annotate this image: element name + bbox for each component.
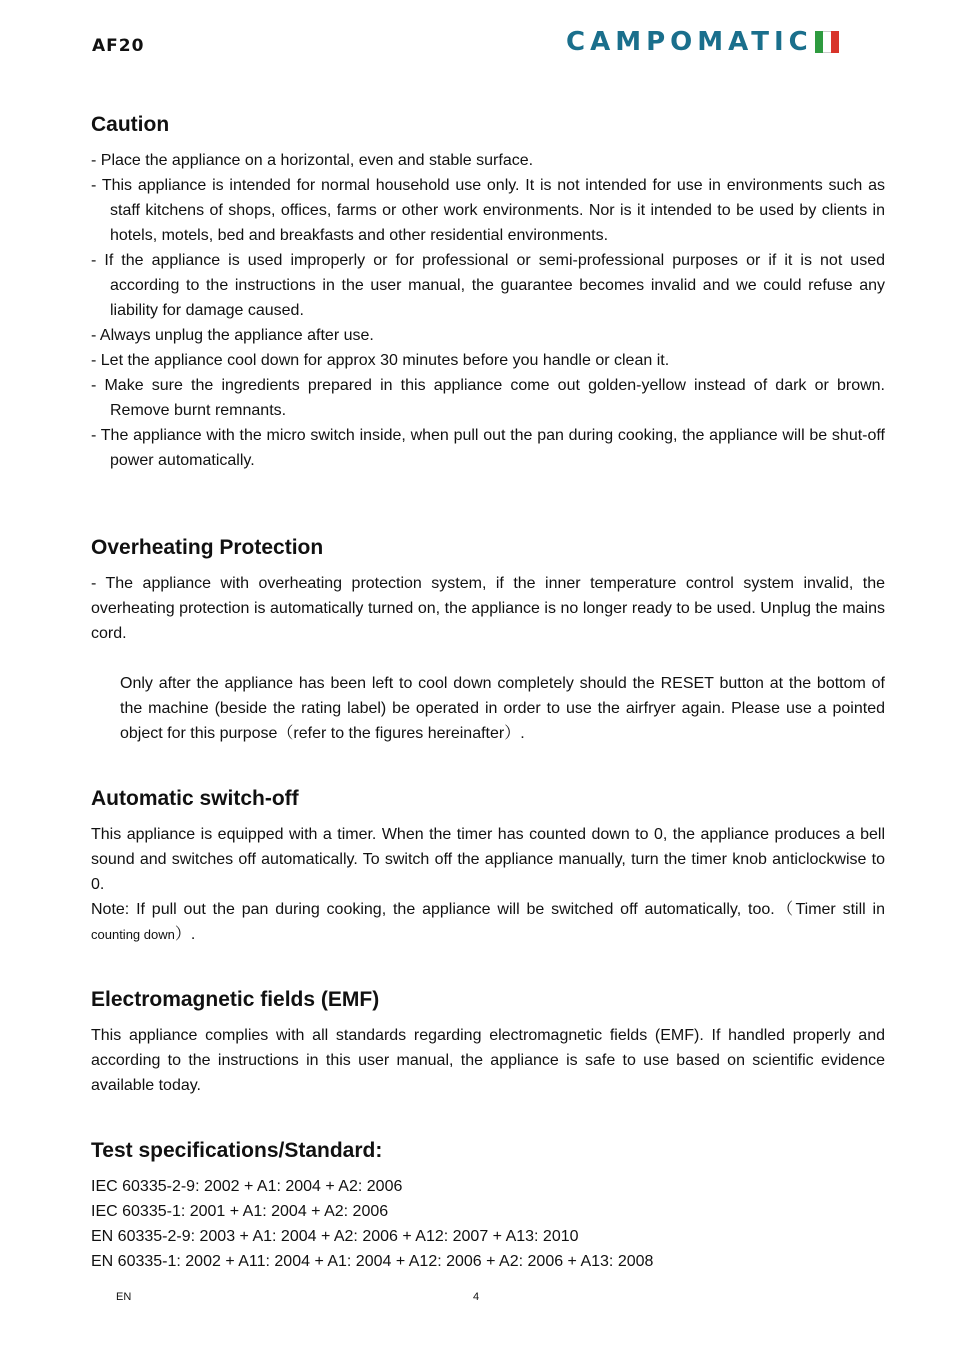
auto-off-paragraph: This appliance is equipped with a timer. When the timer has counted down to 0, the appliance produces a bell sound and switches off automatically. To switch off the appliance manually, turn the timer knob anticlockwise to 0. bbox=[91, 826, 885, 893]
emf-heading: Electromagnetic fields (EMF) bbox=[91, 988, 380, 1011]
caution-item: - The appliance with the micro switch inside, when pull out the pan during cooking, the appliance will be shut-off power automatically. bbox=[91, 427, 885, 469]
standards-heading: Test specifications/Standard: bbox=[91, 1139, 383, 1162]
caution-heading: Caution bbox=[91, 113, 170, 136]
note-text: Note: If pull out the pan during cooking, the appliance will be switched off automatically, too.（Timer still in bbox=[91, 901, 885, 918]
caution-item: - This appliance is intended for normal household use only. It is not intended for use in environments such as staff kitchens of shops, offices, farms or other work environments. Nor is it intended to be used by clients in hotels, motels, bed and breakfasts and other residential environments. bbox=[91, 177, 885, 244]
document-body bbox=[91, 110, 885, 1274]
note-small-text: counting down bbox=[91, 927, 175, 942]
reset-paragraph: Only after the appliance has been left to cool down completely should the RESET button at the bottom of the machine (beside the rating label) be operated in order to use the airfryer again. Please use a pointed object for this purpose（refer to the figures hereinafter）. bbox=[120, 675, 885, 742]
brand-logo bbox=[566, 28, 839, 56]
caution-item: - Make sure the ingredients prepared in this appliance come out golden-yellow instead of dark or brown. Remove burnt remnants. bbox=[91, 377, 885, 419]
caution-item: - Let the appliance cool down for approx 30 minutes before you handle or clean it. bbox=[91, 352, 670, 369]
caution-item: - Always unplug the appliance after use. bbox=[91, 327, 374, 344]
caution-item: - If the appliance is used improperly or for professional or semi-professional purposes or if it is not used according to the instructions in the user manual, the guarantee becomes invalid and we could refuse any liability for damage caused. bbox=[91, 252, 885, 319]
page-number: 4 bbox=[473, 1291, 480, 1303]
footer-language: EN bbox=[116, 1291, 132, 1303]
standard-line: EN 60335-2-9: 2003 + A1: 2004 + A2: 2006 + A12: 2007 + A13: 2010 bbox=[91, 1228, 579, 1245]
standard-line: IEC 60335-2-9: 2002 + A1: 2004 + A2: 2006 bbox=[91, 1178, 403, 1195]
note-end: ）. bbox=[174, 926, 196, 943]
auto-off-note bbox=[91, 897, 885, 947]
auto-off-heading: Automatic switch-off bbox=[91, 787, 299, 810]
overheating-paragraph: - The appliance with overheating protection system, if the inner temperature control system invalid, the overheating protection is automatically turned on, the appliance is no longer ready to be used. Unplug the mains cord. bbox=[91, 575, 885, 642]
caution-item: - Place the appliance on a horizontal, even and stable surface. bbox=[91, 152, 534, 169]
italian-flag-icon bbox=[815, 31, 839, 53]
standard-line: EN 60335-1: 2002 + A11: 2004 + A1: 2004 + A12: 2006 + A2: 2006 + A13: 2008 bbox=[91, 1253, 654, 1270]
model-label: AF20 bbox=[92, 36, 145, 56]
brand-name: CAMPOMATIC bbox=[566, 27, 813, 57]
standard-line: IEC 60335-1: 2001 + A1: 2004 + A2: 2006 bbox=[91, 1203, 389, 1220]
overheating-heading: Overheating Protection bbox=[91, 536, 324, 559]
emf-paragraph: This appliance complies with all standards regarding electromagnetic fields (EMF). If handled properly and according to the instructions in this user manual, the appliance is safe to use based on scientific evidence available today. bbox=[91, 1027, 885, 1094]
